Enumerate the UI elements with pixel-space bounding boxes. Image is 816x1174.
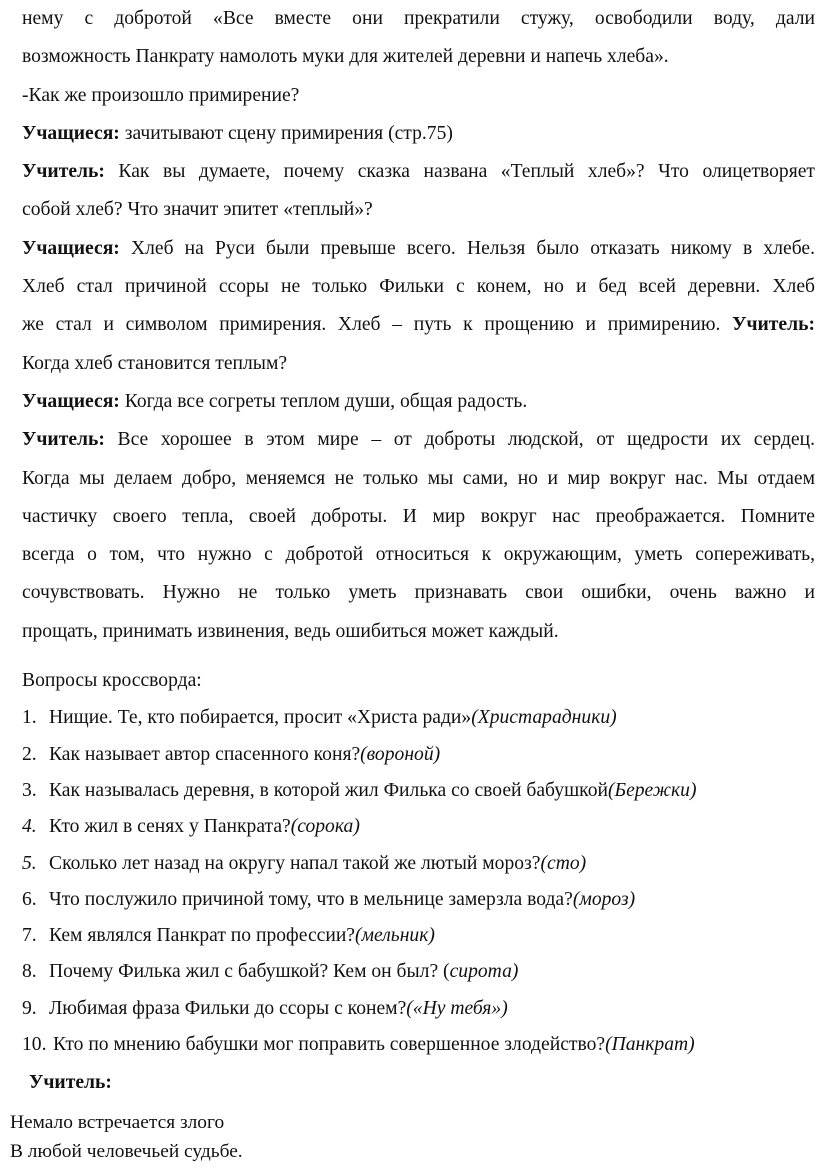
speaker-label: Учащиеся: xyxy=(22,390,120,412)
question-answer: (сто) xyxy=(540,852,587,874)
text-line: Когда хлеб становится теплым? xyxy=(22,352,288,374)
question-number: 1. xyxy=(22,707,37,729)
text-line xyxy=(22,153,815,191)
speaker-label: Учащиеся: xyxy=(22,122,120,144)
text-line: нему с добротой «Все вместе они прекратили стужу, освободили воду, дали xyxy=(22,8,815,29)
question-text: Как называлась деревня, в которой жил Филька со своей бабушкой xyxy=(49,779,608,801)
text-line: прощать, принимать извинения, ведь ошибиться может каждый. xyxy=(22,620,559,642)
question-item xyxy=(22,773,815,809)
text-line: -Как же произошло примирение? xyxy=(22,84,300,106)
paragraph-students-1 xyxy=(22,115,815,153)
text-line: собой хлеб? Что значит эпитет «теплый»? xyxy=(22,199,373,221)
question-item xyxy=(22,1027,815,1063)
poem-line: В любой человечьей судьбе. xyxy=(10,1141,243,1162)
question-text: Любимая фраза Фильки до ссоры с конем? xyxy=(49,997,407,1019)
question-answer: («Ну тебя») xyxy=(406,997,508,1019)
question-answer: (Бережки) xyxy=(607,779,697,801)
speaker-text: же стал и символом примирения. Хлеб – путь к прощению и примирению. xyxy=(22,314,733,336)
question-text: Кем являлся Панкрат по профессии? xyxy=(49,925,355,947)
question-number: 9. xyxy=(22,997,37,1019)
text-line: всегда о том, что нужно с добротой относиться к окружающим, уметь сопереживать, xyxy=(22,544,815,566)
speaker-label: Учитель: xyxy=(22,429,105,451)
paragraph-teacher-1 xyxy=(22,153,815,230)
question-answer: (сорока) xyxy=(290,816,360,838)
text-line xyxy=(22,383,815,421)
teacher-label: Учитель: xyxy=(29,1072,112,1094)
crossword-questions-list xyxy=(22,700,815,1063)
speaker-label: Учащиеся: xyxy=(22,237,120,259)
question-text: Кто жил в сенях у Панкрата? xyxy=(49,816,291,838)
question-answer: (мельник) xyxy=(355,925,435,947)
question-item xyxy=(22,954,815,990)
question-item xyxy=(22,991,815,1027)
question-number: 3. xyxy=(22,779,37,801)
text-line xyxy=(22,421,815,459)
speaker-text: зачитывают сцену примирения (стр.75) xyxy=(119,122,453,144)
text-line: Когда мы делаем добро, меняемся не только мы сами, но и мир вокруг нас. Мы отдаем xyxy=(22,467,815,489)
question-number: 10. xyxy=(22,1034,47,1056)
speaker-text: Когда все согреты теплом души, общая радость. xyxy=(119,390,528,412)
document-page xyxy=(22,0,815,1103)
paragraph-teacher-2 xyxy=(22,421,815,651)
question-answer: (Христарадники) xyxy=(471,707,617,729)
text-line: Хлеб стал причиной ссоры не только Фильки с конем, но и бед всей деревни. Хлеб xyxy=(22,276,815,298)
question-text: Почему Филька жил с бабушкой? Кем он был? ( xyxy=(49,961,450,983)
question-number: 8. xyxy=(22,961,37,983)
text-line: частичку своего тепла, своей доброты. И мир вокруг нас преображается. Помните xyxy=(22,505,815,527)
question-item xyxy=(22,737,815,773)
question-text: Сколько лет назад на округу напал такой же лютый мороз? xyxy=(49,852,541,874)
paragraph-students-3 xyxy=(22,383,815,421)
question-answer: (Панкрат) xyxy=(605,1034,695,1056)
question-answer: (мороз) xyxy=(572,888,636,910)
paragraph-question xyxy=(22,77,815,115)
question-item xyxy=(22,700,815,736)
question-item xyxy=(22,918,815,954)
question-number: 6. xyxy=(22,888,37,910)
text-line: возможность Панкрату намолоть муки для жителей деревни и напечь хлеба». xyxy=(22,46,669,68)
question-item xyxy=(22,846,815,882)
paragraph-conclusion xyxy=(22,0,815,77)
speaker-text: Хлеб на Руси были превыше всего. Нельзя было отказать никому в хлебе. xyxy=(119,237,815,259)
question-item xyxy=(22,882,815,918)
speaker-text: Все хорошее в этом мире – от доброты людской, от щедрости их сердец. xyxy=(104,429,815,451)
text-line xyxy=(22,306,815,344)
paragraph-students-2 xyxy=(22,230,815,383)
question-number: 2. xyxy=(22,743,37,765)
text-line: сочувствовать. Нужно не только уметь признавать свои ошибки, очень важно и xyxy=(22,582,815,604)
question-answer: сирота) xyxy=(449,961,519,983)
text-line xyxy=(22,115,815,153)
question-answer: (вороной) xyxy=(360,743,441,765)
question-text: Нищие. Те, кто побирается, просит «Христа ради» xyxy=(49,707,472,729)
question-text: Что послужило причиной тому, что в мельнице замерзла вода? xyxy=(49,888,573,910)
poem-block xyxy=(10,1108,243,1166)
question-number: 4. xyxy=(22,816,37,838)
poem-line: Немало встречается злого xyxy=(10,1112,225,1133)
question-text: Кто по мнению бабушки мог поправить совершенное злодейство? xyxy=(53,1034,606,1056)
question-item xyxy=(22,809,815,845)
questions-heading: Вопросы кроссворда: xyxy=(22,670,202,692)
question-number: 7. xyxy=(22,925,37,947)
speaker-label: Учитель: xyxy=(732,314,815,336)
speaker-label: Учитель: xyxy=(22,161,105,183)
question-text: Как называет автор спасенного коня? xyxy=(49,743,361,765)
speaker-text: Как вы думаете, почему сказка названа «Теплый хлеб»? Что олицетворяет xyxy=(104,161,815,183)
text-line xyxy=(22,230,815,268)
question-number: 5. xyxy=(22,852,37,874)
